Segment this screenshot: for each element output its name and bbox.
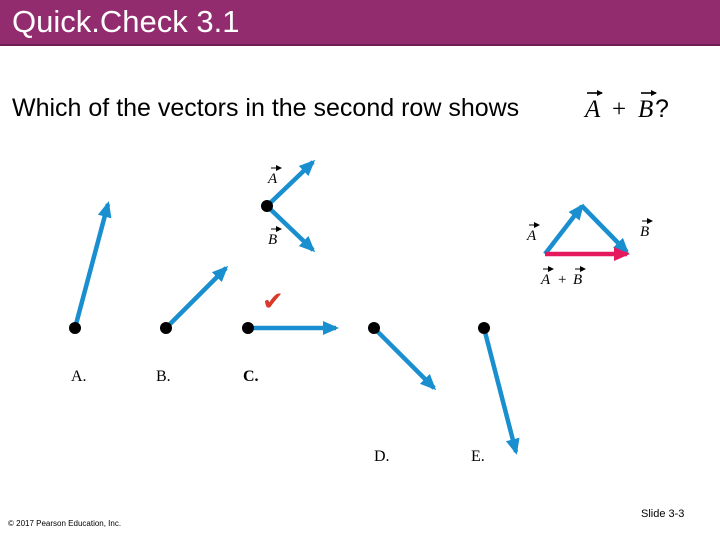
option-a-vector (75, 204, 108, 328)
question-vector-b-label: B (638, 96, 654, 123)
option-c-origin-point (242, 322, 254, 334)
check-mark-icon: ✔ (262, 287, 284, 317)
question-vector-a-label: A (585, 96, 601, 123)
sum-vector-a (545, 206, 582, 254)
option-a[interactable] (69, 204, 108, 385)
slide-number: Slide 3-3 (641, 508, 685, 520)
option-e-vector (484, 328, 516, 452)
option-d-label: D. (374, 448, 390, 465)
option-b-vector (166, 268, 226, 328)
option-b-label: B. (156, 368, 171, 385)
question-prompt: Which of the vectors in the second row shows (12, 94, 520, 122)
option-a-origin-point (69, 322, 81, 334)
sum-label-sum-plus: + (558, 272, 567, 288)
option-e[interactable] (471, 322, 516, 465)
question-plus: + (612, 96, 627, 123)
sum-label-sum-a: A (541, 272, 551, 288)
sum-diagram (526, 206, 652, 288)
given-origin-point (261, 200, 273, 212)
given-label-b: B (268, 232, 278, 248)
sum-label-b: B (640, 224, 650, 240)
sum-label-a: A (527, 228, 537, 244)
question-expression (583, 93, 669, 123)
option-b-origin-point (160, 322, 172, 334)
option-d-origin-point (368, 322, 380, 334)
option-e-label: E. (471, 448, 485, 465)
question-end: ? (655, 95, 669, 123)
given-vectors (261, 162, 313, 250)
given-label-a: A (268, 171, 278, 187)
option-d[interactable] (368, 322, 434, 465)
sum-vector-b (582, 206, 627, 252)
copyright-notice: © 2017 Pearson Education, Inc. (8, 519, 122, 528)
option-b[interactable] (156, 268, 226, 385)
option-a-label: A. (71, 368, 87, 385)
slide-title: Quick.Check 3.1 (12, 4, 240, 39)
option-d-vector (374, 328, 434, 388)
option-c[interactable] (242, 287, 336, 385)
option-e-origin-point (478, 322, 490, 334)
option-c-label: C. (243, 368, 259, 385)
sum-label-sum-b: B (573, 272, 583, 288)
